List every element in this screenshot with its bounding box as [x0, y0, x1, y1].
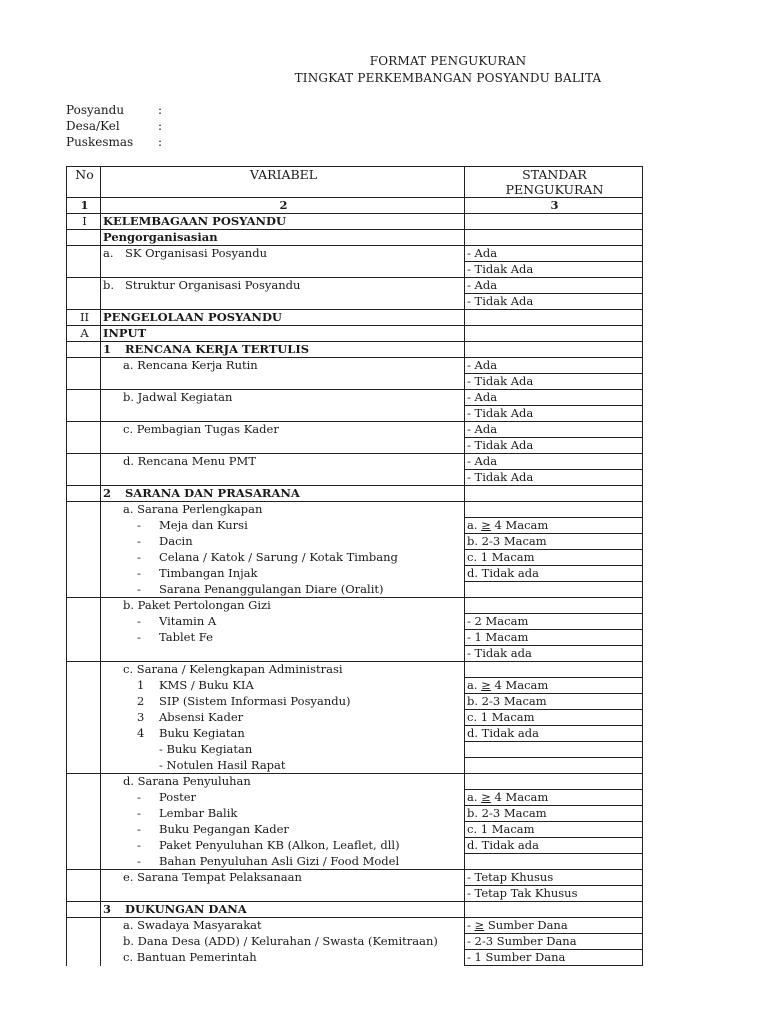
row-variable [101, 838, 465, 854]
row-standard [465, 310, 643, 326]
row-variable [101, 886, 465, 902]
row-prefix: a. [103, 246, 114, 260]
table-row [67, 534, 643, 550]
row-variable [101, 902, 465, 918]
row-number [67, 598, 101, 614]
meta-label: Posyandu [66, 103, 125, 117]
row-variable-label: SK Organisasi Posyandu [125, 246, 267, 260]
row-variable-label: b. Paket Pertolongan Gizi [123, 598, 271, 612]
row-variable-label: d. Rencana Menu PMT [123, 454, 256, 468]
table-row [67, 582, 643, 598]
row-variable-label: c. Pembagian Tugas Kader [123, 422, 279, 436]
table-row [67, 310, 643, 326]
gte-symbol: ≥ [474, 918, 485, 932]
table-number-row [67, 198, 643, 214]
row-variable-label: c. Sarana / Kelengkapan Administrasi [123, 662, 343, 676]
row-prefix: 3 [103, 902, 112, 916]
row-number [67, 694, 101, 710]
row-number [67, 742, 101, 758]
row-variable-label: Bahan Penyuluhan Asli Gizi / Food Model [159, 853, 400, 868]
row-variable-label: d. Sarana Penyuluhan [123, 774, 251, 788]
row-variable-label: Dacin [159, 533, 193, 548]
row-variable [101, 486, 465, 502]
row-number [67, 454, 101, 470]
row-variable-label: - Notulen Hasil Rapat [159, 757, 286, 772]
row-variable [101, 294, 465, 310]
row-standard: - 1 Sumber Dana [465, 950, 643, 966]
row-variable [101, 950, 465, 966]
row-number [67, 406, 101, 422]
row-variable-label: SIP (Sistem Informasi Posyandu) [159, 693, 351, 708]
table-row [67, 758, 643, 774]
header-standar-line1: STANDAR [522, 167, 587, 182]
row-variable [101, 598, 465, 614]
row-number [67, 614, 101, 630]
row-variable-label: PENGELOLAAN POSYANDU [103, 310, 282, 324]
row-variable [101, 742, 465, 758]
row-standard: - Tidak ada [465, 646, 643, 662]
table-row [67, 646, 643, 662]
row-prefix: 4 [137, 725, 145, 740]
row-variable-label: b. Dana Desa (ADD) / Kelurahan / Swasta (Kemitraan) [123, 933, 438, 948]
row-number [67, 470, 101, 486]
table-row [67, 470, 643, 486]
measurement-table [66, 166, 643, 966]
table-row [67, 278, 643, 294]
meta-label: Puskesmas [66, 135, 134, 149]
row-variable-label: SARANA DAN PRASARANA [125, 486, 300, 500]
row-standard: b. 2-3 Macam [465, 694, 643, 710]
row-prefix: - [137, 581, 141, 596]
row-number [67, 438, 101, 454]
row-variable [101, 230, 465, 246]
table-row [67, 822, 643, 838]
row-variable-label: Timbangan Injak [159, 565, 258, 580]
row-number [67, 886, 101, 902]
row-standard: - 1 Macam [465, 630, 643, 646]
row-prefix: b. [103, 278, 115, 292]
table-row [67, 662, 643, 678]
standard-value: 4 Macam [490, 790, 549, 804]
page-subtitle: TINGKAT PERKEMBANGAN POSYANDU BALITA [294, 71, 602, 85]
row-variable [101, 822, 465, 838]
row-variable [101, 726, 465, 742]
row-standard [465, 774, 643, 790]
row-number [67, 486, 101, 502]
row-variable [101, 550, 465, 566]
col-number-3: 3 [465, 198, 643, 214]
row-number [67, 902, 101, 918]
table-row [67, 678, 643, 694]
row-number [67, 566, 101, 582]
row-standard [465, 214, 643, 230]
row-number [67, 806, 101, 822]
table-row [67, 406, 643, 422]
row-variable [101, 614, 465, 630]
row-standard [465, 598, 643, 614]
row-number [67, 950, 101, 966]
row-number [67, 278, 101, 294]
row-standard [465, 582, 643, 598]
row-number [67, 774, 101, 790]
row-number [67, 854, 101, 870]
row-standard: - Ada [465, 358, 643, 374]
row-variable [101, 758, 465, 774]
row-number [67, 726, 101, 742]
row-number [67, 822, 101, 838]
row-prefix: 3 [137, 709, 145, 724]
row-standard: b. 2-3 Macam [465, 806, 643, 822]
row-variable-label: INPUT [103, 326, 147, 340]
row-standard: - Tidak Ada [465, 438, 643, 454]
row-variable-label: Buku Pegangan Kader [159, 821, 289, 836]
row-variable-label: Tablet Fe [159, 629, 213, 644]
standard-prefix: a. [467, 790, 482, 804]
page-title: FORMAT PENGUKURAN [369, 54, 527, 68]
row-standard [465, 662, 643, 678]
table-row [67, 358, 643, 374]
row-variable [101, 262, 465, 278]
row-variable [101, 390, 465, 406]
row-variable [101, 678, 465, 694]
row-variable [101, 438, 465, 454]
row-variable [101, 790, 465, 806]
table-row [67, 518, 643, 534]
row-variable [101, 854, 465, 870]
table-row [67, 214, 643, 230]
table-row [67, 438, 643, 454]
row-prefix: 1 [103, 342, 112, 356]
row-prefix: - [137, 565, 141, 580]
row-standard: - Ada [465, 390, 643, 406]
row-variable-label: Buku Kegiatan [159, 725, 245, 740]
row-variable-label: KELEMBAGAAN POSYANDU [103, 214, 287, 228]
row-variable-label: c. Bantuan Pemerintah [123, 949, 257, 964]
standard-value: 4 Macam [490, 678, 549, 692]
row-standard [465, 854, 643, 870]
row-variable-label: Struktur Organisasi Posyandu [125, 278, 301, 292]
row-standard [465, 502, 643, 518]
row-number [67, 790, 101, 806]
row-number [67, 758, 101, 774]
row-standard: c. 1 Macam [465, 550, 643, 566]
row-variable [101, 358, 465, 374]
meta-sep: : [158, 119, 163, 133]
row-standard [465, 230, 643, 246]
col-number-1: 1 [67, 198, 101, 214]
row-prefix: - [137, 853, 141, 868]
row-number [67, 342, 101, 358]
row-variable [101, 806, 465, 822]
row-standard: - Ada [465, 422, 643, 438]
gte-symbol: ≥ [481, 518, 491, 532]
gte-symbol: ≥ [481, 790, 491, 804]
table-row [67, 598, 643, 614]
table-row [67, 566, 643, 582]
row-variable [101, 470, 465, 486]
row-number [67, 646, 101, 662]
header-standar [465, 167, 643, 198]
table-row [67, 614, 643, 630]
row-variable [101, 646, 465, 662]
meta-posyandu [66, 103, 162, 117]
row-standard: - Tidak Ada [465, 406, 643, 422]
row-prefix: - [137, 821, 141, 836]
row-standard: - Ada [465, 246, 643, 262]
row-number [67, 870, 101, 886]
row-prefix: - [137, 517, 141, 532]
row-standard: c. 1 Macam [465, 710, 643, 726]
meta-puskesmas [66, 135, 162, 149]
table-row [67, 934, 643, 950]
row-number [67, 518, 101, 534]
table-row [67, 486, 643, 502]
row-number [67, 230, 101, 246]
row-number [67, 550, 101, 566]
row-variable-label: RENCANA KERJA TERTULIS [125, 342, 310, 356]
row-variable [101, 310, 465, 326]
row-variable [101, 278, 465, 294]
row-prefix: - [137, 837, 141, 852]
row-prefix: - [137, 805, 141, 820]
row-number [67, 678, 101, 694]
row-standard: d. Tidak ada [465, 838, 643, 854]
row-standard: - 2 Macam [465, 614, 643, 630]
row-variable [101, 422, 465, 438]
row-number [67, 502, 101, 518]
meta-sep: : [158, 135, 163, 149]
row-variable [101, 566, 465, 582]
row-variable-label: Vitamin A [159, 613, 217, 628]
row-standard [465, 902, 643, 918]
row-variable [101, 214, 465, 230]
table-row [67, 230, 643, 246]
row-variable-label: a. Sarana Perlengkapan [123, 502, 263, 516]
row-variable-label: KMS / Buku KIA [159, 677, 254, 692]
row-standard [465, 790, 643, 806]
row-variable [101, 870, 465, 886]
row-number [67, 294, 101, 310]
row-variable [101, 710, 465, 726]
table-row [67, 726, 643, 742]
row-variable-label: Celana / Katok / Sarung / Kotak Timbang [159, 549, 398, 564]
table-row [67, 854, 643, 870]
row-standard [465, 758, 643, 774]
row-variable-label: Poster [159, 789, 197, 804]
table-row [67, 246, 643, 262]
table-row [67, 886, 643, 902]
table-row [67, 326, 643, 342]
row-variable [101, 662, 465, 678]
row-variable-label: DUKUNGAN DANA [125, 902, 247, 916]
row-standard: - Tidak Ada [465, 374, 643, 390]
table-row [67, 870, 643, 886]
row-variable [101, 518, 465, 534]
row-number [67, 934, 101, 950]
row-standard: - 2-3 Sumber Dana [465, 934, 643, 950]
row-variable [101, 582, 465, 598]
row-standard: c. 1 Macam [465, 822, 643, 838]
meta-sep: : [158, 103, 163, 117]
row-variable-label: Lembar Balik [159, 805, 238, 820]
row-number [67, 838, 101, 854]
row-variable [101, 246, 465, 262]
row-standard: - Tetap Khusus [465, 870, 643, 886]
row-prefix: 1 [137, 677, 145, 692]
row-prefix: 2 [137, 693, 145, 708]
row-variable-label: Meja dan Kursi [159, 517, 248, 532]
row-variable [101, 406, 465, 422]
row-prefix: - [137, 789, 141, 804]
header-standar-line2: PENGUKURAN [505, 182, 604, 197]
table-row [67, 342, 643, 358]
row-prefix: 2 [103, 486, 112, 500]
row-number [67, 582, 101, 598]
table-row [67, 694, 643, 710]
row-variable-label: a. Swadaya Masyarakat [123, 918, 262, 932]
table-row [67, 902, 643, 918]
table-row [67, 502, 643, 518]
table-row [67, 550, 643, 566]
row-standard: - Tidak Ada [465, 262, 643, 278]
header-variabel: VARIABEL [101, 167, 465, 198]
standard-value: 4 Macam [490, 518, 549, 532]
row-standard: b. 2-3 Macam [465, 534, 643, 550]
header-no: No [67, 167, 101, 198]
row-variable [101, 934, 465, 950]
row-variable [101, 694, 465, 710]
row-number: II [67, 310, 101, 326]
standard-prefix: - [467, 918, 475, 932]
row-number [67, 374, 101, 390]
table-row [67, 422, 643, 438]
table-row [67, 390, 643, 406]
meta-desa-kel [66, 119, 162, 133]
row-number [67, 358, 101, 374]
row-number [67, 630, 101, 646]
row-variable [101, 342, 465, 358]
table-row [67, 262, 643, 278]
row-variable [101, 502, 465, 518]
row-standard [465, 326, 643, 342]
row-variable-label: b. Jadwal Kegiatan [123, 390, 233, 404]
table-row [67, 806, 643, 822]
table-row [67, 454, 643, 470]
col-number-2: 2 [101, 198, 465, 214]
standard-value: Sumber Dana [484, 918, 568, 932]
row-variable [101, 630, 465, 646]
row-number [67, 422, 101, 438]
row-number: A [67, 326, 101, 342]
table-row [67, 774, 643, 790]
row-number [67, 534, 101, 550]
row-prefix: - [137, 613, 141, 628]
row-variable-label: a. Rencana Kerja Rutin [123, 358, 258, 372]
row-standard: - Tetap Tak Khusus [465, 886, 643, 902]
table-row [67, 950, 643, 966]
row-number [67, 662, 101, 678]
table-row [67, 742, 643, 758]
row-variable-label: Paket Penyuluhan KB (Alkon, Leaflet, dll) [159, 837, 400, 852]
row-prefix: - [137, 533, 141, 548]
row-number [67, 246, 101, 262]
row-variable-label: - Buku Kegiatan [159, 741, 253, 756]
meta-label: Desa/Kel [66, 119, 120, 133]
row-standard: d. Tidak ada [465, 566, 643, 582]
table-row [67, 294, 643, 310]
table-header-row [67, 167, 643, 198]
table-row [67, 838, 643, 854]
standard-prefix: a. [467, 518, 482, 532]
row-number [67, 262, 101, 278]
row-variable-label: Sarana Penanggulangan Diare (Oralit) [159, 581, 384, 596]
row-standard: - Tidak Ada [465, 470, 643, 486]
row-standard: - Ada [465, 454, 643, 470]
row-standard [465, 742, 643, 758]
row-number [67, 710, 101, 726]
row-variable [101, 374, 465, 390]
row-variable-label: Pengorganisasian [103, 230, 218, 244]
row-standard: d. Tidak ada [465, 726, 643, 742]
row-variable [101, 774, 465, 790]
row-standard: - Tidak Ada [465, 294, 643, 310]
row-variable [101, 534, 465, 550]
row-standard [465, 486, 643, 502]
row-standard [465, 342, 643, 358]
row-variable-label: e. Sarana Tempat Pelaksanaan [123, 870, 302, 884]
row-number [67, 390, 101, 406]
table-row [67, 918, 643, 934]
row-standard [465, 918, 643, 934]
table-row [67, 374, 643, 390]
row-variable [101, 918, 465, 934]
row-variable [101, 454, 465, 470]
row-number: I [67, 214, 101, 230]
row-standard: - Ada [465, 278, 643, 294]
row-standard [465, 518, 643, 534]
row-variable [101, 326, 465, 342]
row-prefix: - [137, 629, 141, 644]
gte-symbol: ≥ [481, 678, 491, 692]
table-row [67, 710, 643, 726]
table-row [67, 630, 643, 646]
row-prefix: - [137, 549, 141, 564]
standard-prefix: a. [467, 678, 482, 692]
row-variable-label: Absensi Kader [159, 709, 244, 724]
table-row [67, 790, 643, 806]
row-standard [465, 678, 643, 694]
row-number [67, 918, 101, 934]
